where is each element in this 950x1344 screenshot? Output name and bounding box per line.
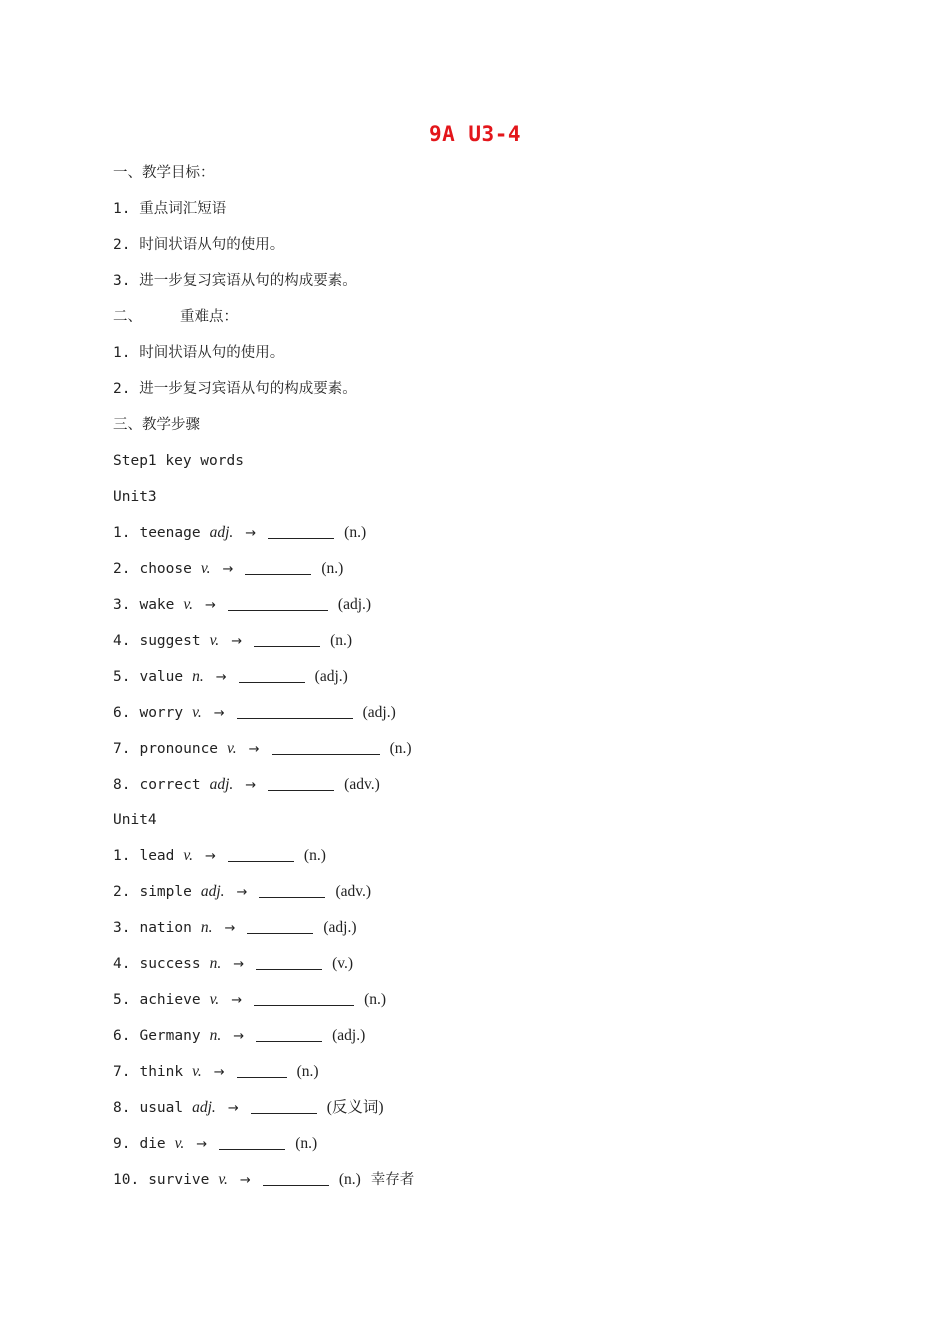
- part-of-speech: v.: [174, 1135, 185, 1152]
- answer-blank[interactable]: [272, 738, 380, 755]
- word-row: [113, 952, 353, 976]
- word-row: [113, 701, 396, 725]
- row-number: 7.: [113, 1064, 131, 1080]
- row-number: 3.: [113, 597, 131, 613]
- arrow-icon: →: [245, 526, 257, 541]
- row-number: 2.: [113, 884, 131, 900]
- page-title: 9A U3-4: [428, 122, 521, 146]
- row-number: 3.: [113, 920, 131, 936]
- answer-blank[interactable]: [251, 1097, 317, 1114]
- answer-blank[interactable]: [268, 522, 334, 539]
- row-number: 5.: [113, 992, 131, 1008]
- part-of-speech: n.: [192, 668, 204, 685]
- row-number: 1.: [113, 525, 131, 541]
- base-word: worry: [139, 705, 184, 721]
- steps-heading: 三、教学步骤: [113, 417, 200, 433]
- word-row: [113, 916, 357, 940]
- difficulty-item: 2. 进一步复习宾语从句的构成要素。: [113, 381, 357, 397]
- word-row: [113, 1096, 384, 1120]
- difficulties-heading-text: 重难点：: [180, 309, 238, 325]
- arrow-icon: →: [213, 706, 225, 721]
- answer-blank[interactable]: [256, 1025, 322, 1042]
- word-row: [113, 629, 352, 653]
- target-form: (v.): [332, 955, 354, 972]
- base-word: lead: [139, 848, 175, 864]
- objectives-heading: 一、教学目标：: [113, 165, 215, 181]
- row-number: 4.: [113, 956, 131, 972]
- part-of-speech: n.: [200, 919, 213, 936]
- arrow-icon: →: [205, 598, 216, 613]
- word-row: [113, 737, 412, 761]
- answer-blank[interactable]: [239, 666, 305, 683]
- word-row: [113, 1132, 317, 1156]
- part-of-speech: v.: [183, 847, 193, 864]
- arrow-icon: →: [245, 778, 257, 793]
- answer-blank[interactable]: [263, 1169, 329, 1186]
- step1-label: Step1 key words: [113, 453, 244, 469]
- target-form: (adj.): [332, 1027, 366, 1044]
- arrow-icon: →: [239, 1173, 251, 1188]
- part-of-speech: n.: [209, 955, 222, 972]
- answer-blank[interactable]: [237, 1061, 287, 1078]
- target-form: (adj.): [314, 668, 348, 685]
- answer-blank[interactable]: [245, 558, 311, 575]
- objective-item: 3. 进一步复习宾语从句的构成要素。: [113, 273, 357, 289]
- difficulties-heading: [113, 305, 238, 329]
- answer-blank[interactable]: [237, 702, 353, 719]
- answer-blank[interactable]: [228, 594, 328, 611]
- arrow-icon: →: [231, 993, 243, 1008]
- word-row: [113, 593, 371, 617]
- target-form: (n.): [344, 524, 367, 541]
- target-form: (adv.): [335, 883, 372, 900]
- row-number: 8.: [113, 777, 131, 793]
- target-form: (n.): [296, 1063, 319, 1080]
- base-word: teenage: [139, 525, 201, 541]
- word-row: [113, 880, 371, 904]
- part-of-speech: v.: [183, 596, 193, 613]
- target-form: (n.): [364, 991, 387, 1008]
- target-form: (adj.): [337, 596, 372, 613]
- word-row: [113, 557, 343, 581]
- difficulties-heading-number: 二、: [113, 309, 142, 325]
- part-of-speech: v.: [200, 560, 211, 577]
- word-row: [113, 988, 386, 1012]
- arrow-icon: →: [213, 1065, 225, 1080]
- answer-blank[interactable]: [254, 989, 354, 1006]
- base-word: success: [139, 956, 201, 972]
- arrow-icon: →: [222, 562, 234, 577]
- part-of-speech: v.: [227, 740, 237, 757]
- target-form: (n.): [389, 740, 412, 757]
- unit4-label: Unit4: [113, 812, 157, 828]
- arrow-icon: →: [224, 921, 236, 936]
- base-word: usual: [139, 1100, 184, 1116]
- row-number: 1.: [113, 848, 131, 864]
- base-word: wake: [139, 597, 175, 613]
- base-word: suggest: [139, 633, 201, 649]
- word-row: [113, 1168, 414, 1192]
- word-row: [113, 1060, 319, 1084]
- base-word: nation: [139, 920, 192, 936]
- word-row: [113, 521, 366, 545]
- arrow-icon: →: [236, 885, 248, 900]
- word-row: [113, 773, 380, 797]
- base-word: die: [139, 1136, 166, 1152]
- arrow-icon: →: [215, 670, 227, 685]
- base-word: choose: [139, 561, 192, 577]
- base-word: correct: [139, 777, 201, 793]
- arrow-icon: →: [196, 1137, 208, 1152]
- answer-blank[interactable]: [259, 881, 325, 898]
- answer-blank[interactable]: [268, 774, 334, 791]
- arrow-icon: →: [205, 849, 216, 864]
- answer-blank[interactable]: [247, 917, 313, 934]
- row-number: 5.: [113, 669, 131, 685]
- base-word: pronounce: [139, 741, 219, 757]
- answer-blank[interactable]: [219, 1133, 285, 1150]
- row-number: 10.: [113, 1172, 140, 1188]
- extra-note: 幸存者: [370, 1172, 415, 1188]
- base-word: Germany: [139, 1028, 201, 1044]
- target-form: (n.): [321, 560, 344, 577]
- row-number: 6.: [113, 705, 131, 721]
- row-number: 6.: [113, 1028, 131, 1044]
- row-number: 9.: [113, 1136, 131, 1152]
- part-of-speech: adj.: [200, 883, 225, 900]
- objective-item: 2. 时间状语从句的使用。: [113, 237, 285, 253]
- row-number: 7.: [113, 741, 131, 757]
- word-row: [113, 1024, 365, 1048]
- arrow-icon: →: [248, 742, 260, 757]
- row-number: 4.: [113, 633, 131, 649]
- base-word: achieve: [139, 992, 201, 1008]
- part-of-speech: v.: [218, 1171, 228, 1188]
- unit3-label: Unit3: [113, 489, 157, 505]
- target-form: (n.): [330, 632, 353, 649]
- part-of-speech: v.: [209, 991, 220, 1008]
- part-of-speech: adj.: [209, 524, 234, 541]
- base-word: think: [139, 1064, 184, 1080]
- word-row: [113, 665, 348, 689]
- row-number: 2.: [113, 561, 131, 577]
- difficulty-item: 1. 时间状语从句的使用。: [113, 345, 285, 361]
- part-of-speech: v.: [209, 632, 220, 649]
- part-of-speech: adj.: [192, 1099, 216, 1116]
- target-form: (adv.): [344, 776, 380, 793]
- base-word: simple: [139, 884, 192, 900]
- arrow-icon: →: [233, 957, 245, 972]
- arrow-icon: →: [233, 1029, 245, 1044]
- arrow-icon: →: [231, 634, 243, 649]
- part-of-speech: v.: [192, 1063, 202, 1080]
- target-form: (n.): [303, 847, 326, 864]
- objective-item: 1. 重点词汇短语: [113, 201, 227, 217]
- target-form: (adj.): [362, 704, 396, 721]
- word-row: [113, 844, 326, 868]
- part-of-speech: adj.: [209, 776, 234, 793]
- answer-blank[interactable]: [256, 953, 322, 970]
- target-form: (n.): [295, 1135, 318, 1152]
- part-of-speech: v.: [192, 704, 202, 721]
- row-number: 8.: [113, 1100, 131, 1116]
- target-form: (n.): [338, 1171, 361, 1188]
- base-word: survive: [148, 1172, 210, 1188]
- base-word: value: [139, 669, 184, 685]
- answer-blank[interactable]: [228, 845, 294, 862]
- answer-blank[interactable]: [254, 630, 320, 647]
- arrow-icon: →: [227, 1101, 239, 1116]
- part-of-speech: n.: [209, 1027, 222, 1044]
- target-form: (adj.): [323, 919, 357, 936]
- target-form: (反义词): [326, 1099, 384, 1116]
